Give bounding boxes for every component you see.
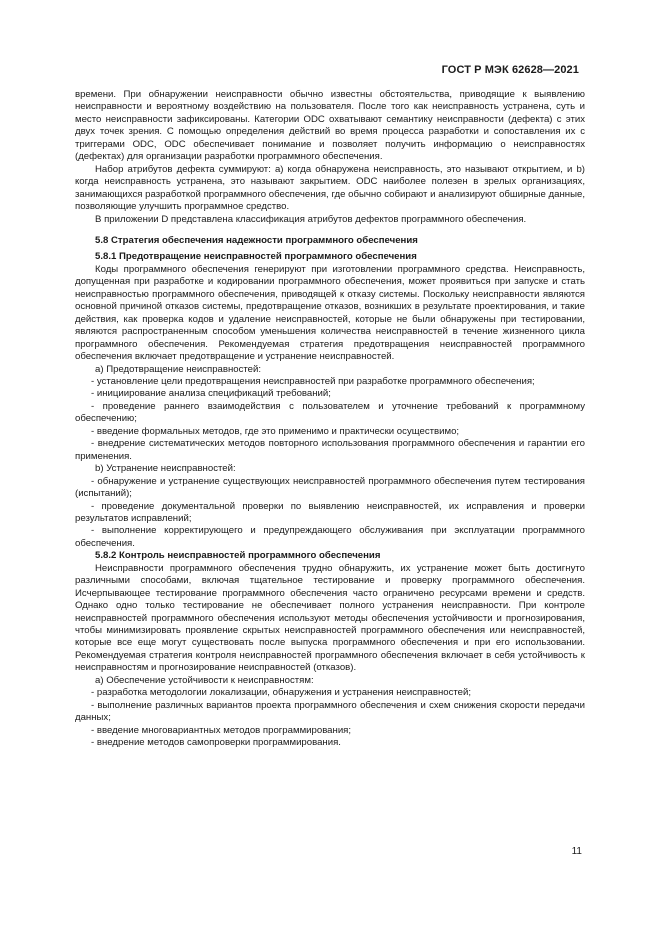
list-title: a) Обеспечение устойчивости к неисправностям:: [95, 674, 314, 686]
list-item: - проведение документальной проверки по выявлению неисправностей, их исправления и проверки результатов исправлений;: [75, 500, 585, 524]
standard-designation: ГОСТ Р МЭК 62628—2021: [441, 64, 579, 76]
list-item: - инициирование анализа спецификаций требований;: [91, 388, 331, 400]
list-item: - выполнение различных вариантов проекта программного обеспечения и схем снижения скорости передачи данных;: [75, 699, 585, 724]
list-item: - установление цели предотвращения неисправностей при разработке программного обеспечения;: [91, 375, 535, 387]
page-body: [75, 89, 585, 750]
list-title: a) Предотвращение неисправностей:: [95, 363, 262, 375]
paragraph: В приложении D представлена классификация атрибутов дефектов программного обеспечения.: [95, 213, 527, 225]
list-item: - внедрение систематических методов повторного использования программного обеспечения и гарантии его применения.: [75, 438, 585, 462]
page-number: 11: [571, 846, 582, 857]
paragraph: Набор атрибутов дефекта суммируют: а) когда обнаружена неисправность, это называют открытием, и b) когда неисправность устранена, это называют закрытием. ODC наиболее полезен в зрелых организациях, занимающихся разработкой программного обеспечения, где обычно собирают и анализируют обширные данные, позволяющие улучшить программное средство.: [75, 163, 585, 213]
section-heading-5-8: 5.8 Стратегия обеспечения надежности программного обеспечения: [95, 234, 418, 246]
list-item: - выполнение корректирующего и предупреждающего обслуживания при эксплуатации программного обеспечения.: [75, 525, 585, 549]
paragraph: времени. При обнаружении неисправности обычно известны обстоятельства, приводящие к выявлению неисправности и вероятному воздействию на пользователя. После того как неисправность устранена, суть и место неисправности зафиксированы. Категории ODC охватывают семантику неисправности (дефекта) с этих двух точек зрения. С помощью определения действий во время процесса разработки и сопоставления их с триггерами ODC, ODC обеспечивает понимание и позволяет получить информацию о неисправностях (дефектах) для организации разработки программного обеспечения.: [75, 89, 585, 163]
list-item: - проведение раннего взаимодействия с пользователем и уточнение требований к программному обеспечению;: [75, 400, 585, 425]
list-item: - введение многовариантных методов программирования;: [91, 724, 352, 736]
subsection-heading-5-8-1: 5.8.1 Предотвращение неисправностей программного обеспечения: [95, 251, 417, 263]
list-title: b) Устранение неисправностей:: [95, 463, 236, 475]
list-item: - обнаружение и устранение существующих неисправностей программного обеспечения путем тестирования (испытаний);: [75, 475, 585, 500]
list-item: - разработка методологии локализации, обнаружения и устранения неисправностей;: [91, 687, 472, 699]
list-item: - внедрение методов самопроверки программирования.: [91, 737, 341, 749]
subsection-heading-5-8-2: 5.8.2 Контроль неисправностей программного обеспечения: [95, 550, 381, 562]
paragraph: Коды программного обеспечения генерируют при изготовлении программного средства. Неисправность, допущенная при разработке и кодировании программного обеспечения, может проявиться при запуске и стать неисправностью программного обеспечения, приводящей к отказу системы. Поскольку неисправности являются основной причиной отказов системы, предотвращение отказов, возникших в результате проектирования, и такие действия, как проверка кодов и удаление неисправностей, которые не были обнаружены при тестировании, являются распространенным способом уменьшения количества неисправностей в течение жизненного цикла программного обеспечения. Рекомендуемая стратегия предотвращения неисправностей программного обеспечения включает предотвращение и устранение неисправностей.: [75, 263, 585, 363]
paragraph: Неисправности программного обеспечения трудно обнаружить, их устранение может быть достигнуто различными способами, включая тщательное тестирование и проверку программного обеспечения. Исчерпывающее тестирование программного обеспечения часто ограничено ресурсами времени и средств. Однако одно только тестирование не обеспечивает полного устранения неисправности. При контроле неисправностей программного обеспечения используют методы обеспечения устойчивости и прогнозирования, чтобы минимизировать проявление скрытых неисправностей программного обеспечения или неисправностей, которые все еще могут существовать после выпуска программного обеспечения и при его использовании. Рекомендуемая стратегия контроля неисправностей программного обеспечения включает в себя устойчивость к неисправностям и прогнозирование неисправностей (отказов).: [75, 562, 585, 674]
list-item: - введение формальных методов, где это применимо и практически осуществимо;: [91, 425, 460, 437]
